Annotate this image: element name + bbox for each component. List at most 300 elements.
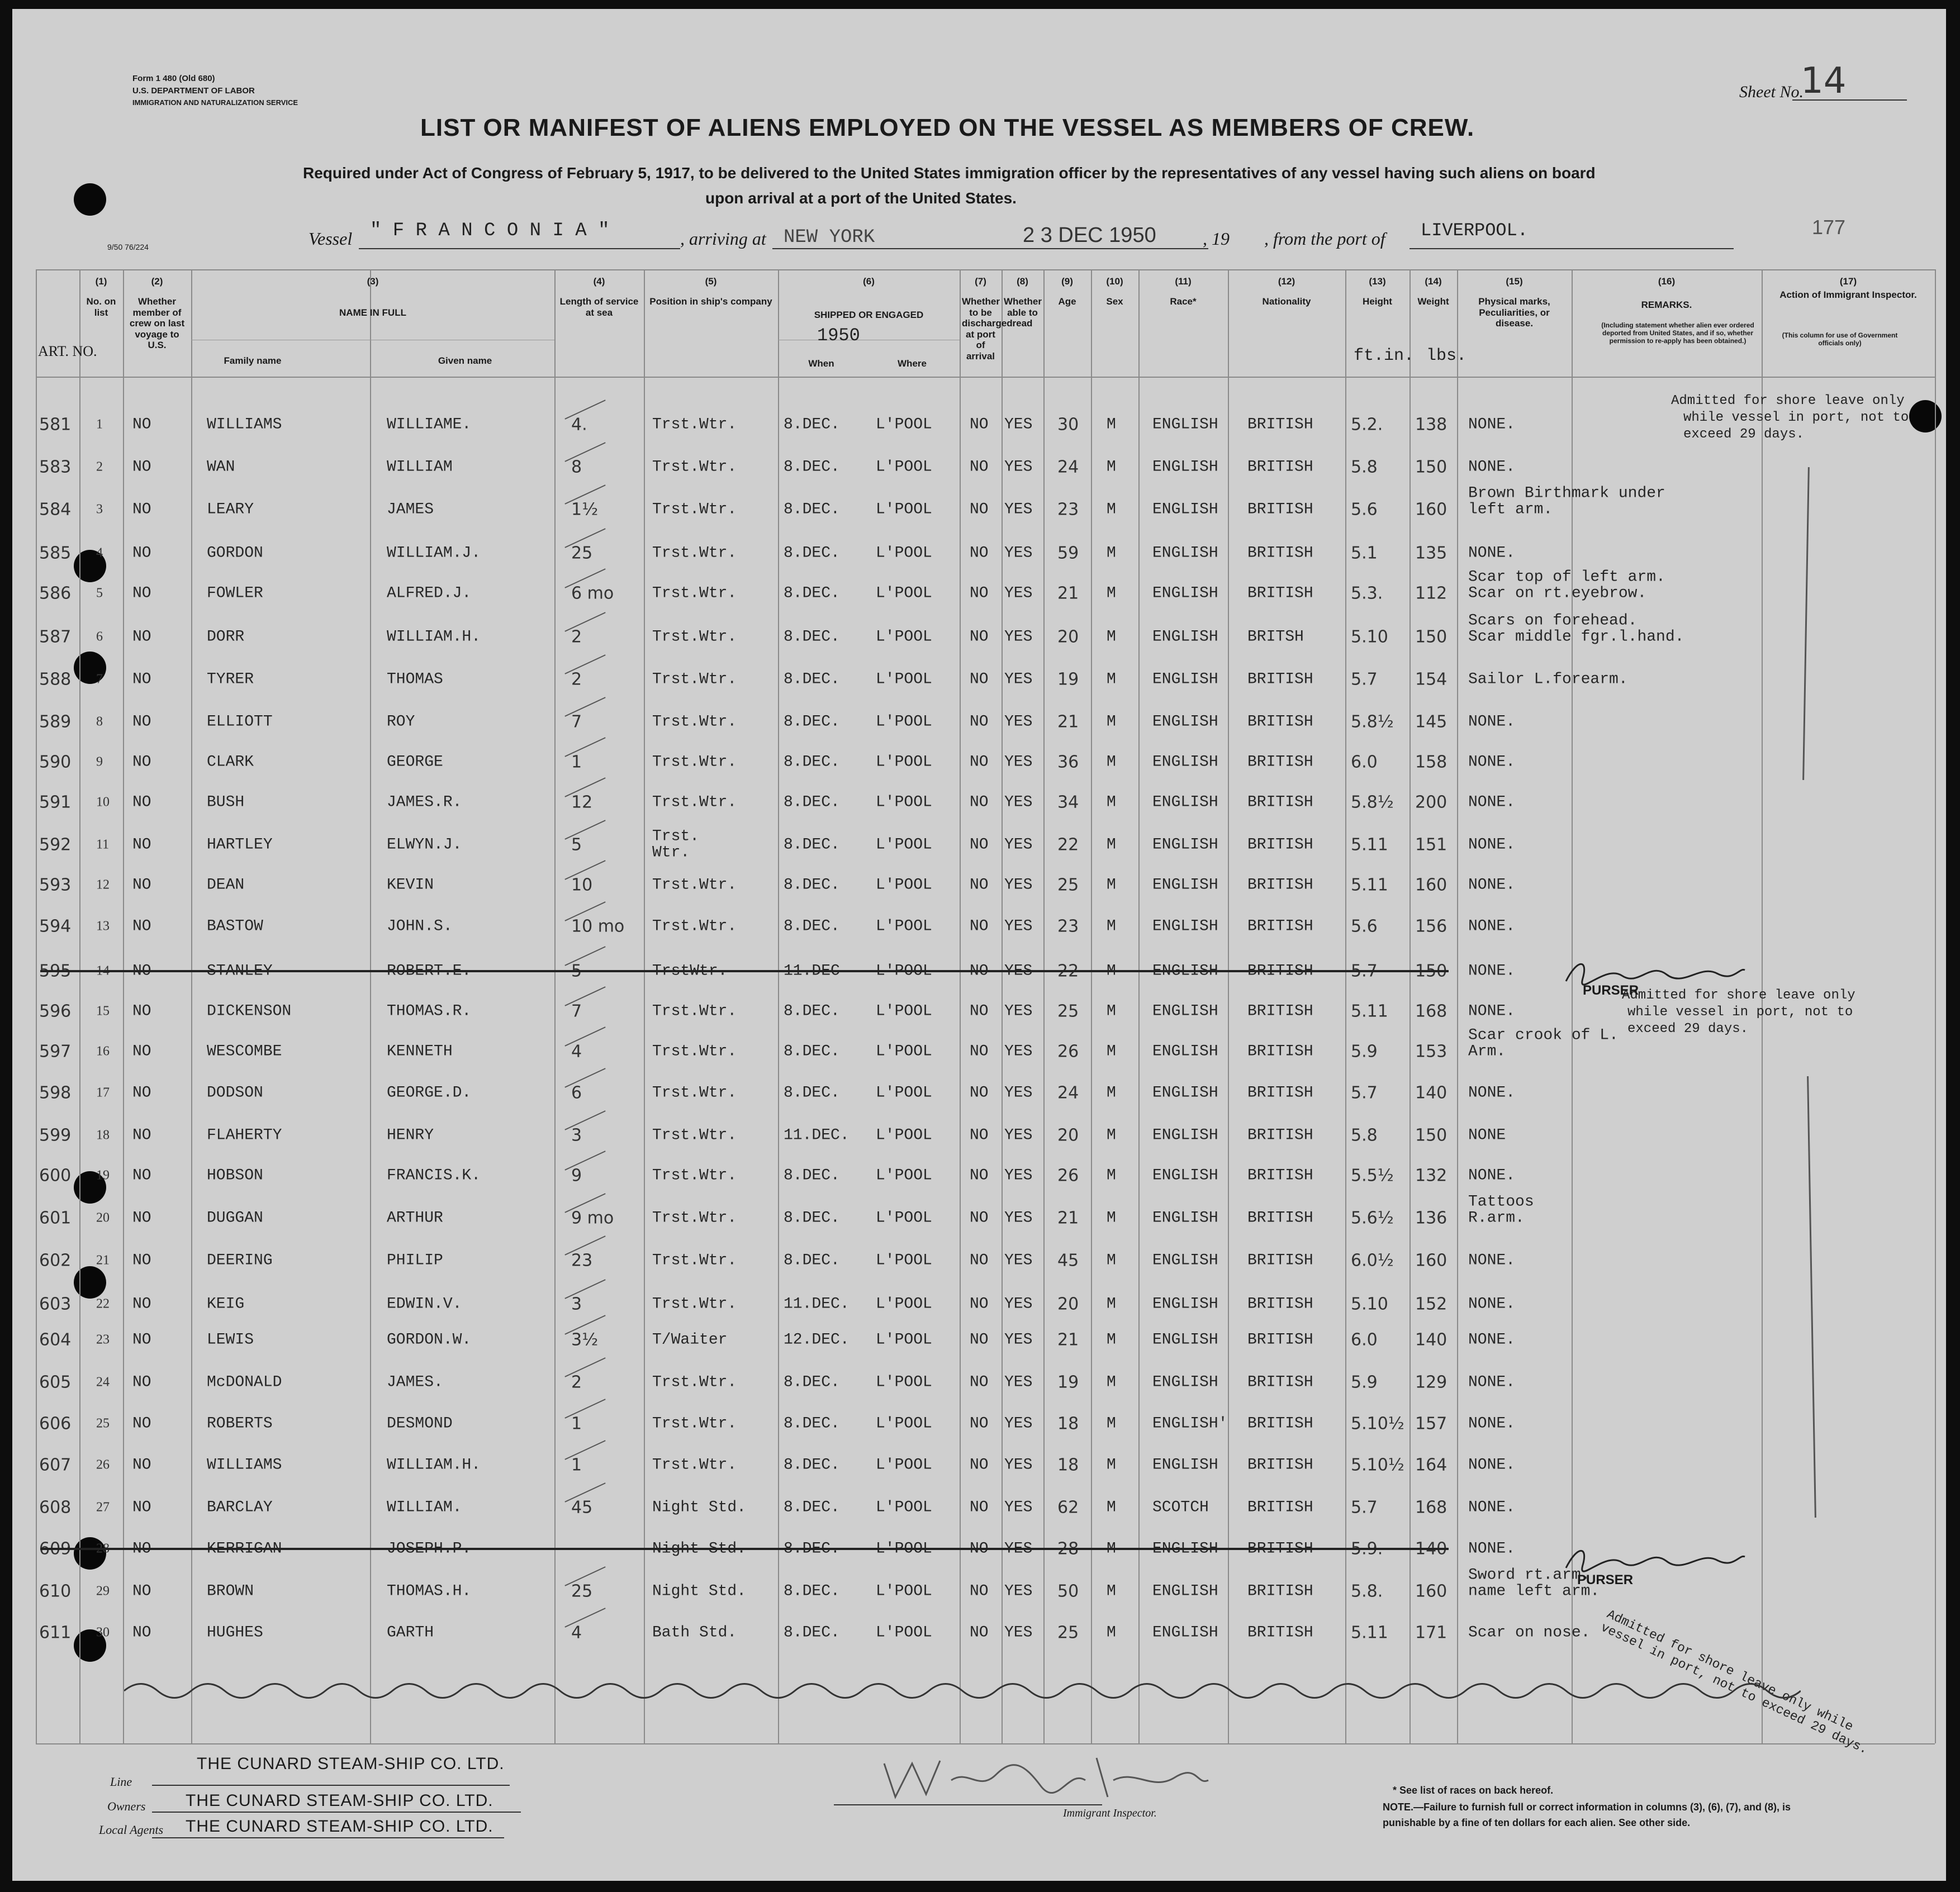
races-note: * See list of races on back hereof. — [1393, 1785, 1554, 1796]
column-number: (13) — [1369, 276, 1386, 287]
cell-position: Bath Std. — [652, 1624, 737, 1642]
cell-able-to-read: YES — [1004, 1209, 1033, 1227]
cell-shipped-when: 8.DEC. — [784, 1624, 840, 1642]
cell-last-voyage: NO — [132, 1373, 151, 1391]
column-header: REMARKS. — [1641, 300, 1692, 310]
cell-able-to-read: YES — [1004, 1331, 1033, 1349]
where-header: Where — [898, 358, 927, 369]
cell-family-name: ELLIOTT — [207, 713, 273, 731]
cell-shipped-when: 8.DEC. — [784, 1252, 840, 1270]
cell-art-number: 607 — [39, 1455, 72, 1475]
cell-sex: M — [1107, 1002, 1116, 1020]
cell-discharged: NO — [970, 962, 989, 980]
cell-position: Trst.Wtr. — [652, 876, 737, 894]
cell-given-name: EDWIN.V. — [387, 1295, 462, 1313]
cell-height: 6.0½ — [1351, 1251, 1394, 1271]
tally-mark — [564, 1110, 605, 1130]
cell-race: ENGLISH — [1152, 1331, 1218, 1349]
cell-physical-marks — [1468, 794, 1515, 810]
cell-length-of-service: 3 — [571, 1125, 582, 1145]
cell-discharged: NO — [970, 1002, 989, 1020]
cell-age: 19 — [1057, 1372, 1079, 1392]
cell-art-number: 600 — [39, 1166, 72, 1186]
cell-nationality: BRITISH — [1247, 671, 1313, 688]
cell-shipped-where: L'POOL — [876, 1295, 932, 1313]
cell-discharged: NO — [970, 793, 989, 811]
cell-art-number: 606 — [39, 1414, 72, 1434]
cell-shipped-when: 8.DEC. — [784, 458, 840, 476]
cell-art-number: 609 — [39, 1539, 72, 1559]
bracket-line — [1807, 1076, 1816, 1518]
cell-age: 50 — [1057, 1581, 1079, 1601]
column-number: (3) — [367, 276, 379, 287]
cell-given-name: WILLIAM.H. — [387, 1456, 481, 1474]
cell-sex: M — [1107, 1373, 1116, 1391]
cell-shipped-when: 8.DEC. — [784, 1043, 840, 1061]
physical-mark-line: Arm. — [1468, 1043, 1506, 1061]
cell-family-name: BASTOW — [207, 918, 263, 935]
cell-able-to-read: YES — [1004, 1373, 1033, 1391]
cell-length-of-service: 2 — [571, 669, 582, 690]
column-number: (4) — [593, 276, 605, 287]
column-header: SHIPPED OR ENGAGED — [814, 310, 924, 320]
cell-last-voyage: NO — [132, 876, 151, 894]
cell-age: 62 — [1057, 1498, 1079, 1518]
cell-shipped-when: 8.DEC. — [784, 876, 840, 894]
cell-family-name: HARTLEY — [207, 836, 273, 854]
cell-shipped-where: L'POOL — [876, 876, 932, 894]
column-rule — [1935, 269, 1936, 1743]
inspector-label: Immigrant Inspector. — [1063, 1807, 1157, 1819]
cell-physical-marks — [1468, 1457, 1515, 1473]
cell-given-name: WILLIAM — [387, 458, 453, 476]
cell-length-of-service: 7 — [571, 1001, 582, 1021]
cell-sex: M — [1107, 793, 1116, 811]
cell-list-number: 23 — [96, 1332, 110, 1347]
column-rule — [123, 269, 124, 1743]
vessel-name: " F R A N C O N I A " — [370, 220, 610, 241]
owners-company: THE CUNARD STEAM-SHIP CO. LTD. — [186, 1791, 493, 1810]
cell-able-to-read: YES — [1004, 1582, 1033, 1600]
cell-given-name: ARTHUR — [387, 1209, 443, 1227]
cell-last-voyage: NO — [132, 1415, 151, 1433]
cell-discharged: NO — [970, 1209, 989, 1227]
cell-length-of-service: 2 — [571, 1372, 582, 1392]
physical-mark-line: Sailor L.forearm. — [1468, 671, 1628, 688]
penalty-note-1: NOTE.—Failure to furnish full or correct information in columns (3), (6), (7), and (8), is — [1383, 1801, 1791, 1813]
cell-length-of-service: 4. — [571, 415, 587, 435]
cell-able-to-read: YES — [1004, 962, 1033, 980]
cell-shipped-when: 8.DEC. — [784, 1002, 840, 1020]
cell-family-name: FOWLER — [207, 584, 263, 602]
cell-nationality: BRITISH — [1247, 713, 1313, 731]
cell-art-number: 602 — [39, 1251, 72, 1271]
cell-physical-marks — [1468, 918, 1515, 934]
cell-position: Night Std. — [652, 1540, 747, 1558]
cell-height: 5.9. — [1351, 1539, 1383, 1559]
cell-length-of-service: 10 — [571, 875, 593, 895]
cell-height: 5.10½ — [1351, 1455, 1404, 1475]
cell-race: ENGLISH — [1152, 1043, 1218, 1061]
cell-shipped-where: L'POOL — [876, 544, 932, 562]
cell-given-name: GARTH — [387, 1624, 434, 1642]
cell-position: Trst.Wtr. — [652, 416, 737, 434]
cell-sex: M — [1107, 584, 1116, 602]
inspector-signature — [873, 1747, 1219, 1808]
cell-nationality: BRITISH — [1247, 416, 1313, 434]
column-header: No. on list — [86, 296, 116, 318]
cell-weight: 160 — [1415, 1581, 1448, 1601]
cell-length-of-service: 25 — [571, 543, 593, 563]
cell-race: ENGLISH — [1152, 1456, 1218, 1474]
cell-height: 5.8 — [1351, 1125, 1378, 1145]
cell-physical-marks — [1468, 1167, 1515, 1183]
physical-mark-line: name left arm. — [1468, 1583, 1600, 1600]
physical-mark-line: NONE. — [1468, 713, 1516, 731]
tally-mark — [564, 1151, 605, 1171]
cell-length-of-service: 5 — [571, 835, 582, 855]
cell-last-voyage: NO — [132, 1540, 151, 1558]
cell-able-to-read: YES — [1004, 584, 1033, 602]
cell-length-of-service: 1 — [571, 752, 582, 772]
cell-sex: M — [1107, 628, 1116, 646]
physical-mark-line: left arm. — [1468, 501, 1553, 519]
cell-nationality: BRITISH — [1247, 918, 1313, 935]
column-rule — [1002, 269, 1003, 1743]
cell-length-of-service: 6 mo — [571, 583, 614, 603]
cell-sex: M — [1107, 544, 1116, 562]
cell-given-name: JAMES — [387, 501, 434, 519]
cell-physical-marks — [1468, 416, 1515, 432]
cell-length-of-service: 9 mo — [571, 1208, 614, 1228]
cell-given-name: GORDON.W. — [387, 1331, 472, 1349]
cell-family-name: McDONALD — [207, 1373, 282, 1391]
physical-mark-line: NONE. — [1468, 416, 1516, 434]
cell-shipped-when: 8.DEC. — [784, 501, 840, 519]
shore-leave-note-1b: while vessel in port, not to — [1683, 410, 1909, 425]
cell-position: Trst.Wtr. — [652, 753, 737, 771]
family-name-header: Family name — [224, 355, 282, 366]
cell-list-number: 1 — [96, 417, 103, 432]
purser-stamp: PURSER — [1583, 983, 1639, 998]
cell-shipped-where: L'POOL — [876, 753, 932, 771]
arrival-date-stamp: 2 3 DEC 1950 — [1023, 224, 1156, 247]
cell-last-voyage: NO — [132, 544, 151, 562]
cell-height: 5.9 — [1351, 1042, 1378, 1062]
cell-given-name: WILLIAME. — [387, 416, 472, 434]
cell-shipped-where: L'POOL — [876, 1002, 932, 1020]
cell-last-voyage: NO — [132, 836, 151, 854]
cell-position: Trst.Wtr. — [652, 544, 737, 562]
column-number: (12) — [1278, 276, 1295, 287]
cell-weight: 140 — [1415, 1330, 1448, 1350]
cell-sex: M — [1107, 501, 1116, 519]
cell-list-number: 6 — [96, 629, 103, 644]
column-rule — [1410, 269, 1411, 1743]
cell-last-voyage: NO — [132, 1331, 151, 1349]
cell-physical-marks — [1468, 545, 1515, 561]
cell-family-name: WESCOMBE — [207, 1043, 282, 1061]
cell-age: 24 — [1057, 457, 1079, 477]
cell-given-name: ELWYN.J. — [387, 836, 462, 854]
cell-age: 25 — [1057, 875, 1079, 895]
cell-position: Trst.Wtr. — [652, 671, 737, 688]
cell-physical-marks — [1468, 1499, 1515, 1515]
cell-position: Trst.Wtr. — [652, 793, 737, 811]
tally-mark — [564, 1440, 605, 1460]
column-rule — [1345, 269, 1346, 1743]
cell-position: Trst.Wtr. — [652, 713, 737, 731]
cell-list-number: 3 — [96, 502, 103, 517]
cell-race: ENGLISH — [1152, 628, 1218, 646]
tally-mark — [564, 1608, 605, 1628]
cell-physical-marks — [1468, 877, 1515, 893]
cell-position: T/Waiter — [652, 1331, 728, 1349]
cell-last-voyage: NO — [132, 1499, 151, 1517]
cell-weight: 145 — [1415, 712, 1448, 732]
cell-last-voyage: NO — [132, 713, 151, 731]
table-bottom-rule — [36, 1743, 1935, 1744]
cell-length-of-service: 4 — [571, 1623, 582, 1643]
cell-length-of-service: 10 mo — [571, 916, 625, 937]
cell-art-number: 594 — [39, 916, 72, 937]
cell-physical-marks — [1468, 486, 1665, 519]
cell-able-to-read: YES — [1004, 1456, 1033, 1474]
cell-physical-marks — [1468, 459, 1515, 475]
cell-discharged: NO — [970, 1252, 989, 1270]
cell-weight: 171 — [1415, 1623, 1448, 1643]
tally-mark — [564, 1399, 605, 1419]
cell-able-to-read: YES — [1004, 1084, 1033, 1102]
cell-able-to-read: YES — [1004, 458, 1033, 476]
cell-art-number: 588 — [39, 669, 72, 690]
cell-sex: M — [1107, 1252, 1116, 1270]
cell-art-number: 608 — [39, 1498, 72, 1518]
cell-position: Trst.Wtr. — [652, 1126, 737, 1144]
column-rule — [1457, 269, 1458, 1743]
cell-last-voyage: NO — [132, 1295, 151, 1313]
punch-hole — [1909, 400, 1942, 432]
cell-physical-marks — [1468, 569, 1665, 602]
cell-last-voyage: NO — [132, 1209, 151, 1227]
cell-race: ENGLISH — [1152, 793, 1218, 811]
cell-given-name: DESMOND — [387, 1415, 453, 1433]
cell-position: Trst.Wtr. — [652, 1002, 737, 1020]
cell-art-number: 593 — [39, 875, 72, 895]
cell-height: 5.7 — [1351, 1498, 1378, 1518]
cell-last-voyage: NO — [132, 1002, 151, 1020]
cell-age: 26 — [1057, 1166, 1079, 1186]
cell-physical-marks — [1468, 1003, 1515, 1019]
column-number: (7) — [975, 276, 986, 287]
cell-discharged: NO — [970, 584, 989, 602]
cell-height: 5.3. — [1351, 583, 1383, 603]
cell-family-name: DORR — [207, 628, 245, 646]
cell-weight: 157 — [1415, 1414, 1448, 1434]
line-company: THE CUNARD STEAM-SHIP CO. LTD. — [197, 1755, 505, 1773]
cell-given-name: ROBERT.E. — [387, 962, 472, 980]
cell-art-number: 611 — [39, 1623, 72, 1643]
cell-nationality: BRITISH — [1247, 1415, 1313, 1433]
cell-able-to-read: YES — [1004, 628, 1033, 646]
column-header: Whether to be discharged at port of arrival — [962, 296, 1013, 362]
cell-list-number: 24 — [96, 1375, 110, 1390]
cell-position: Trst.Wtr. — [652, 1373, 737, 1391]
column-header: Nationality — [1262, 296, 1311, 307]
cell-art-number: 601 — [39, 1208, 72, 1228]
physical-mark-line: Scar middle fgr.l.hand. — [1468, 629, 1684, 646]
cell-weight: 138 — [1415, 415, 1448, 435]
footer-rule — [152, 1785, 510, 1786]
column-rule — [1043, 269, 1045, 1743]
cell-able-to-read: YES — [1004, 1499, 1033, 1517]
cell-shipped-where: L'POOL — [876, 1209, 932, 1227]
cell-last-voyage: NO — [132, 793, 151, 811]
cell-discharged: NO — [970, 501, 989, 519]
cell-able-to-read: YES — [1004, 918, 1033, 935]
service: IMMIGRATION AND NATURALIZATION SERVICE — [132, 98, 298, 107]
cell-physical-marks — [1468, 613, 1684, 646]
cell-discharged: NO — [970, 671, 989, 688]
owners-label: Owners — [107, 1799, 146, 1813]
column-number: (5) — [705, 276, 717, 287]
cell-nationality: BRITISH — [1247, 1295, 1313, 1313]
cell-height: 5.11 — [1351, 835, 1388, 855]
cell-weight: 164 — [1415, 1455, 1448, 1475]
cell-weight: 150 — [1415, 457, 1448, 477]
cell-last-voyage: NO — [132, 416, 151, 434]
cell-given-name: KENNETH — [387, 1043, 453, 1061]
cell-length-of-service: 2 — [571, 627, 582, 647]
column-header: Physical marks, Peculiarities, or disease. — [1478, 296, 1550, 329]
cell-discharged: NO — [970, 544, 989, 562]
cell-art-number: 604 — [39, 1330, 72, 1350]
cell-last-voyage: NO — [132, 1167, 151, 1185]
cell-position: Night Std. — [652, 1499, 747, 1517]
cell-shipped-when: 8.DEC. — [784, 713, 840, 731]
cell-race: ENGLISH — [1152, 544, 1218, 562]
column-number: (10) — [1106, 276, 1123, 287]
cell-last-voyage: NO — [132, 1252, 151, 1270]
cell-age: 25 — [1057, 1001, 1079, 1021]
form-number: Form 1 480 (Old 680) — [132, 74, 215, 83]
physical-mark-line: NONE. — [1468, 458, 1516, 476]
cell-sex: M — [1107, 1209, 1116, 1227]
physical-mark-line: Tattoos — [1468, 1193, 1534, 1211]
column-number: (14) — [1425, 276, 1442, 287]
cell-shipped-where: L'POOL — [876, 1331, 932, 1349]
cell-race: ENGLISH — [1152, 584, 1218, 602]
subtitle-line-1: Required under Act of Congress of February 5, 1917, to be delivered to the United States immigration officer by the representatives of any vessel having such aliens on board — [303, 164, 1596, 182]
cell-list-number: 26 — [96, 1457, 110, 1472]
cell-family-name: CLARK — [207, 753, 254, 771]
physical-mark-line: NONE. — [1468, 1415, 1516, 1433]
cell-shipped-where: L'POOL — [876, 1624, 932, 1642]
cell-last-voyage: NO — [132, 1084, 151, 1102]
cell-weight: 150 — [1415, 1125, 1448, 1145]
cell-last-voyage: NO — [132, 1582, 151, 1600]
cell-age: 22 — [1057, 835, 1079, 855]
cell-able-to-read: YES — [1004, 544, 1033, 562]
cell-physical-marks — [1468, 1252, 1515, 1268]
shore-leave-note-2a: Admitted for shore leave only — [1622, 988, 1855, 1003]
cell-length-of-service: 5 — [571, 961, 582, 981]
manifest-sheet — [12, 9, 1946, 1881]
vessel-underline — [359, 248, 680, 249]
cell-shipped-where: L'POOL — [876, 458, 932, 476]
shore-leave-note-1a: Admitted for shore leave only — [1671, 393, 1905, 408]
cell-position: Trst.Wtr. — [652, 458, 737, 476]
column-number: (8) — [1017, 276, 1028, 287]
cell-list-number: 22 — [96, 1296, 110, 1311]
column-number: (1) — [95, 276, 107, 287]
page-title: LIST OR MANIFEST OF ALIENS EMPLOYED ON THE VESSEL AS MEMBERS OF CREW. — [420, 114, 1475, 141]
department: U.S. DEPARTMENT OF LABOR — [132, 86, 255, 96]
column-header: NAME IN FULL — [339, 307, 406, 318]
cell-last-voyage: NO — [132, 1126, 151, 1144]
cell-art-number: 591 — [39, 792, 72, 812]
cell-shipped-when: 8.DEC. — [784, 628, 840, 646]
cell-physical-marks — [1468, 1332, 1515, 1348]
cell-position: Trst.Wtr. — [652, 1167, 737, 1185]
cell-shipped-where: L'POOL — [876, 1456, 932, 1474]
cell-nationality: BRITISH — [1247, 584, 1313, 602]
cell-able-to-read: YES — [1004, 713, 1033, 731]
cell-shipped-when: 8.DEC. — [784, 918, 840, 935]
cell-sex: M — [1107, 671, 1116, 688]
physical-mark-line: Brown Birthmark under — [1468, 484, 1665, 502]
from-underline — [1410, 248, 1734, 249]
cell-shipped-when: 8.DEC. — [784, 1209, 840, 1227]
cell-given-name: THOMAS.R. — [387, 1002, 472, 1020]
cell-shipped-where: L'POOL — [876, 671, 932, 688]
physical-mark-line: NONE. — [1468, 836, 1516, 854]
cell-height: 5.7 — [1351, 1083, 1378, 1103]
cell-race: ENGLISH — [1152, 1209, 1218, 1227]
column-header: Height — [1363, 296, 1392, 307]
cell-shipped-when: 11.DEC. — [784, 1295, 850, 1313]
cell-nationality: BRITISH — [1247, 544, 1313, 562]
cell-height: 5.10 — [1351, 1294, 1388, 1314]
cell-weight: 132 — [1415, 1166, 1448, 1186]
physical-mark-line: NONE. — [1468, 1540, 1516, 1558]
cell-age: 23 — [1057, 916, 1079, 937]
cell-given-name: WILLIAM.J. — [387, 544, 481, 562]
cell-weight: 129 — [1415, 1372, 1448, 1392]
cell-physical-marks — [1468, 671, 1628, 687]
cell-discharged: NO — [970, 416, 989, 434]
cell-list-number: 14 — [96, 963, 110, 978]
cell-length-of-service: 12 — [571, 792, 593, 812]
cell-race: ENGLISH — [1152, 458, 1218, 476]
cell-nationality: BRITISH — [1247, 836, 1313, 854]
cell-nationality: BRITISH — [1247, 793, 1313, 811]
column-header: Action of Immigrant Inspector. — [1779, 289, 1917, 300]
cell-nationality: BRITISH — [1247, 1540, 1313, 1558]
cell-family-name: DICKENSON — [207, 1002, 292, 1020]
column-header: Whether able to read — [1004, 296, 1042, 329]
vessel-label: Vessel — [309, 229, 353, 249]
cell-able-to-read: YES — [1004, 1295, 1033, 1313]
cell-shipped-where: L'POOL — [876, 416, 932, 434]
cell-shipped-where: L'POOL — [876, 1167, 932, 1185]
sheet-label: Sheet No. — [1739, 83, 1804, 101]
cell-family-name: WILLIAMS — [207, 416, 282, 434]
cell-age: 18 — [1057, 1455, 1079, 1475]
column-number: (11) — [1175, 276, 1192, 287]
cell-nationality: BRITISH — [1247, 1002, 1313, 1020]
cell-shipped-when: 8.DEC. — [784, 416, 840, 434]
